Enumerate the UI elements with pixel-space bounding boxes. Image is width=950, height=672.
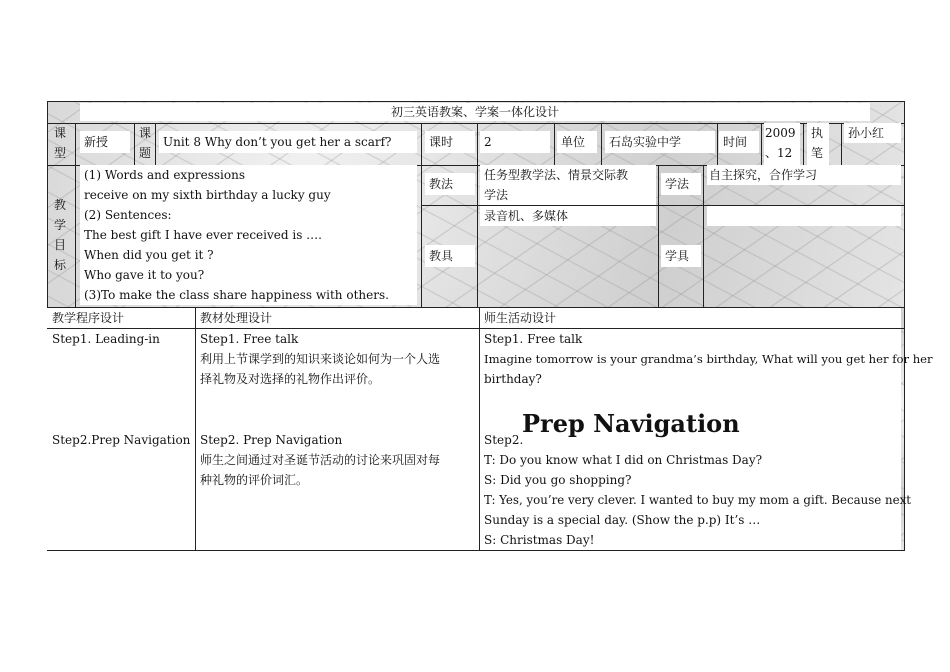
goal-line-2: receive on my sixth birthday a lucky guy xyxy=(84,188,331,202)
xue-fa-label-cell xyxy=(661,173,701,195)
goals-label-2: 学 xyxy=(54,218,67,232)
col2-step2-title: Step2. Prep Navigation xyxy=(200,433,343,447)
col2-step1-line2: 择礼物及对选择的礼物作出评价。 xyxy=(200,372,381,386)
ke-ti-value: Unit 8 Why don’t you get her a scarf? xyxy=(163,135,392,149)
jiao-ju-value-cell xyxy=(480,206,656,226)
col3-step1-line2: birthday? xyxy=(484,372,542,386)
zhi-bi-label-1: 执 xyxy=(811,126,824,140)
jiao-ju-label-cell xyxy=(425,245,475,267)
process-header-3: 师生活动设计 xyxy=(484,311,557,325)
shi-jian-value-2: 、12 xyxy=(765,146,793,160)
col2-step1-line1: 利用上节课学到的知识来谈论如何为一个人选 xyxy=(200,352,441,366)
xue-ju-label: 学具 xyxy=(665,249,690,263)
ke-shi-value-cell xyxy=(480,131,550,153)
col1-step2: Step2.Prep Navigation xyxy=(52,433,191,447)
col3-dialog-2: S: Did you go shopping? xyxy=(484,473,632,487)
goal-line-5: When did you get it ? xyxy=(84,248,214,262)
col3-step1-line1: Imagine tomorrow is your grandma’s birthday, What will you get her for her xyxy=(484,352,933,366)
shi-jian-label-cell xyxy=(719,131,759,153)
goals-content xyxy=(80,165,417,305)
goal-line-4: The best gift I have ever received is …. xyxy=(84,228,322,242)
col2-step1-title: Step1. Free talk xyxy=(200,332,299,346)
dan-wei-label-cell xyxy=(557,131,597,153)
col3-dialog-5: S: Christmas Day! xyxy=(484,533,595,547)
col2-step2-line2: 种礼物的评价词汇。 xyxy=(200,473,309,487)
xue-fa-value: 自主探究，合作学习 xyxy=(709,168,818,182)
col1-step1: Step1. Leading-in xyxy=(52,332,160,346)
col3-step2-prefix: Step2. xyxy=(484,433,524,447)
dan-wei-label: 单位 xyxy=(561,135,586,149)
ke-shi-value: 2 xyxy=(484,135,492,149)
goal-line-3: (2) Sentences: xyxy=(84,208,172,222)
ke-xing-label-2: 型 xyxy=(54,146,67,160)
goals-label-4: 标 xyxy=(54,258,67,272)
ke-shi-label-cell xyxy=(425,131,475,153)
ke-ti-value-cell xyxy=(159,131,417,153)
ke-ti-label-1: 课 xyxy=(139,126,152,140)
shi-jian-value-cell xyxy=(764,123,800,165)
xue-ju-blank-cell xyxy=(707,206,901,226)
col3-step1-title: Step1. Free talk xyxy=(484,332,583,346)
shi-jian-value-1: 2009 xyxy=(765,126,796,140)
zhi-bi-value-cell xyxy=(844,123,901,143)
ke-xing-value: 新授 xyxy=(84,135,109,149)
process-section xyxy=(47,307,901,551)
dan-wei-value: 石岛实验中学 xyxy=(609,135,682,149)
col3-dialog-1: T: Do you know what I did on Christmas Day? xyxy=(484,453,763,467)
jiao-fa-value-2: 学法 xyxy=(484,188,509,202)
title-cell xyxy=(80,103,870,121)
jiao-fa-value-cell xyxy=(480,165,656,205)
jiao-ju-value: 录音机、多媒体 xyxy=(484,209,569,223)
col3-dialog-4: Sunday is a special day. (Show the p.p) It’s … xyxy=(484,513,761,527)
process-header-1: 教学程序设计 xyxy=(52,311,125,325)
jiao-fa-label: 教法 xyxy=(429,177,454,191)
col3-dialog-3: T: Yes, you’re very clever. I wanted to buy my mom a gift. Because next xyxy=(484,493,912,507)
shi-jian-label: 时间 xyxy=(723,135,748,149)
xue-fa-value-cell xyxy=(707,165,901,185)
xue-fa-label: 学法 xyxy=(665,177,690,191)
xue-ju-label-cell xyxy=(661,245,701,267)
ke-xing-label-1: 课 xyxy=(54,126,67,140)
ke-shi-label: 课时 xyxy=(429,135,454,149)
zhi-bi-label-cell xyxy=(807,123,829,165)
col3-step2-heading: Prep Navigation xyxy=(522,409,740,438)
zhi-bi-label-2: 笔 xyxy=(811,146,824,160)
goal-line-1: (1) Words and expressions xyxy=(84,168,245,182)
jiao-fa-label-cell xyxy=(425,173,475,195)
ke-xing-value-cell xyxy=(80,131,130,153)
document-title: 初三英语教案、学案一体化设计 xyxy=(390,105,559,119)
goals-label-1: 教 xyxy=(54,198,67,212)
zhi-bi-value: 孙小红 xyxy=(848,126,885,140)
dan-wei-value-cell xyxy=(605,131,715,153)
ke-ti-label-2: 题 xyxy=(139,146,152,160)
jiao-ju-label: 教具 xyxy=(429,249,454,263)
goal-line-6: Who gave it to you? xyxy=(84,268,205,282)
process-header-2: 教材处理设计 xyxy=(200,311,273,325)
col2-step2-line1: 师生之间通过对圣诞节活动的讨论来巩固对每 xyxy=(200,453,441,467)
jiao-fa-value-1: 任务型教学法、情景交际教 xyxy=(484,168,629,182)
goal-line-7: (3)To make the class share happiness with others. xyxy=(84,288,389,302)
lesson-plan-document xyxy=(47,101,933,551)
goals-label-3: 目 xyxy=(54,238,67,252)
